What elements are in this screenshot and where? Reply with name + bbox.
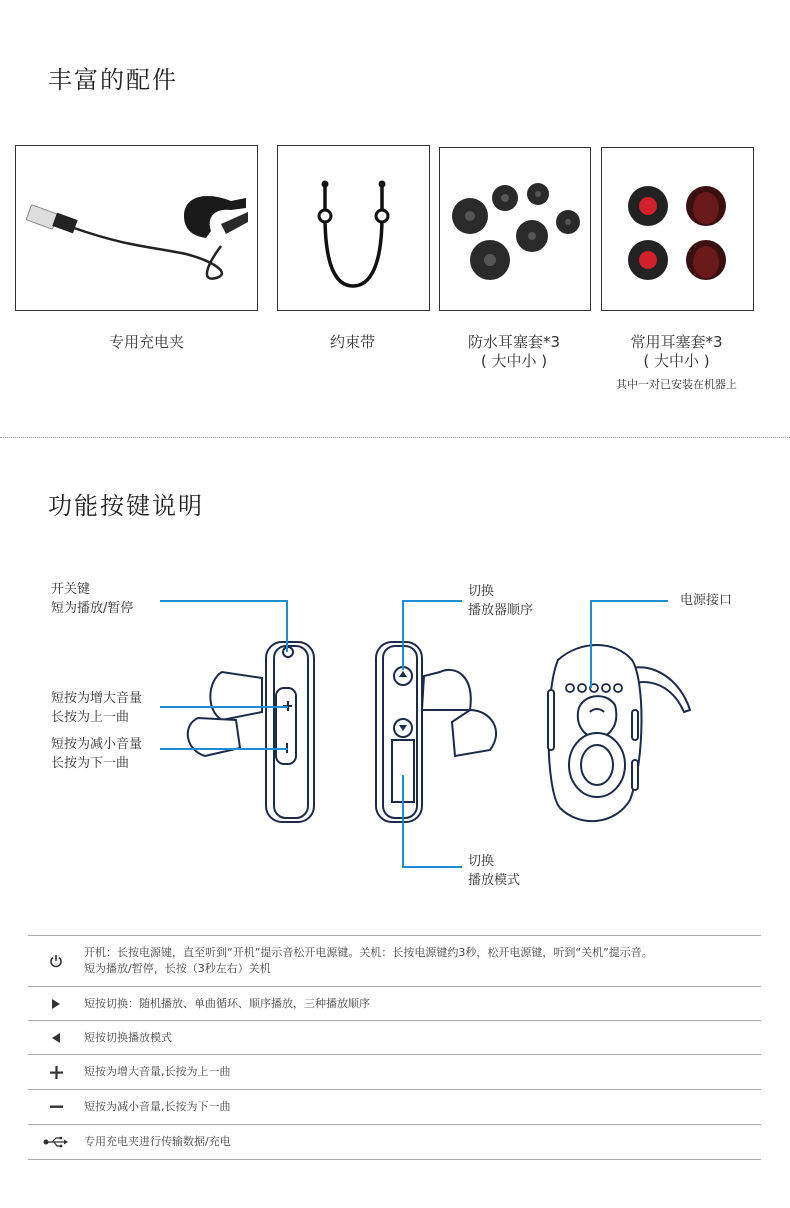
- plus-icon: [28, 1066, 84, 1079]
- strap-caption: 约束带: [329, 333, 375, 351]
- switch-mode-label: 切换 播放模式: [468, 854, 521, 888]
- callout-port-h: [590, 600, 668, 602]
- waterproof-tips-image: [440, 148, 590, 310]
- callout-port-v: [590, 600, 592, 688]
- switch-order-label: 切换 播放器顺序: [468, 584, 534, 618]
- standard-tips-caption: 常用耳塞套*3 ( 大中小 ) 其中一对已安装在机器上: [616, 333, 737, 391]
- function-row-next: [28, 986, 761, 1020]
- function-text: 短按为增大音量,长按为上一曲: [84, 1065, 231, 1078]
- standard-tips-card: [601, 147, 754, 311]
- power-icon: [28, 954, 84, 968]
- strap-card: [277, 145, 430, 311]
- function-row-minus: [28, 1089, 761, 1124]
- accessories-title: 丰富的配件: [48, 66, 178, 94]
- callout-switch-top-v: [402, 600, 404, 670]
- function-table: [28, 935, 761, 1160]
- function-row-power: [28, 935, 761, 986]
- function-row-usb: [28, 1124, 761, 1160]
- charging-clip-caption: 专用充电夹: [108, 333, 184, 351]
- callout-switch-top-h: [402, 600, 462, 602]
- minus-icon: [28, 1105, 84, 1109]
- charging-clip-card: [15, 145, 258, 311]
- device-back-view: [548, 645, 690, 821]
- vol-down-label: 短按为减小音量 长按为下一曲: [51, 737, 143, 771]
- device-right-view: [376, 642, 496, 822]
- function-row-prev: [28, 1020, 761, 1054]
- buttons-title: 功能按键说明: [48, 492, 204, 520]
- function-text: 开机：长按电源键，直至听到“开机”提示音松开电源键。关机：长按电源键约3秒，松开电源键，听到“关机”提示音。 短为播放/暂停，长按（3秒左右）关机: [84, 946, 653, 975]
- callout-switch-bottom-h: [402, 866, 462, 868]
- waterproof-tips-card: [439, 147, 591, 311]
- callout-power-v: [286, 600, 288, 652]
- vol-up-label: 短按为增大音量 长按为上一曲: [51, 691, 143, 725]
- play-prev-icon: [28, 1033, 84, 1043]
- power-port-label: 电源接口: [680, 593, 733, 608]
- waterproof-tips-caption: 防水耳塞套*3 ( 大中小 ): [467, 333, 561, 370]
- function-text: 短按为减小音量,长按为下一曲: [84, 1100, 231, 1113]
- power-key-label: 开关键 短为播放/暂停: [51, 582, 134, 616]
- function-text: 专用充电夹进行传输数据/充电: [84, 1135, 231, 1148]
- strap-image: [278, 146, 429, 310]
- callout-power-h: [160, 600, 288, 602]
- section-divider: [0, 437, 790, 438]
- callout-vol-down: [160, 748, 288, 750]
- device-left-view: [188, 642, 314, 822]
- charging-clip-image: [16, 146, 257, 310]
- function-text: 短按切换播放模式: [84, 1030, 172, 1044]
- play-next-icon: [28, 999, 84, 1009]
- callout-switch-bottom-v: [402, 775, 404, 867]
- usb-icon: [28, 1136, 84, 1148]
- callout-vol-up: [160, 706, 288, 708]
- function-text: 短按切换：随机播放、单曲循环、顺序播放，三种播放顺序: [84, 996, 370, 1010]
- function-row-plus: [28, 1054, 761, 1089]
- standard-tips-image: [602, 148, 753, 310]
